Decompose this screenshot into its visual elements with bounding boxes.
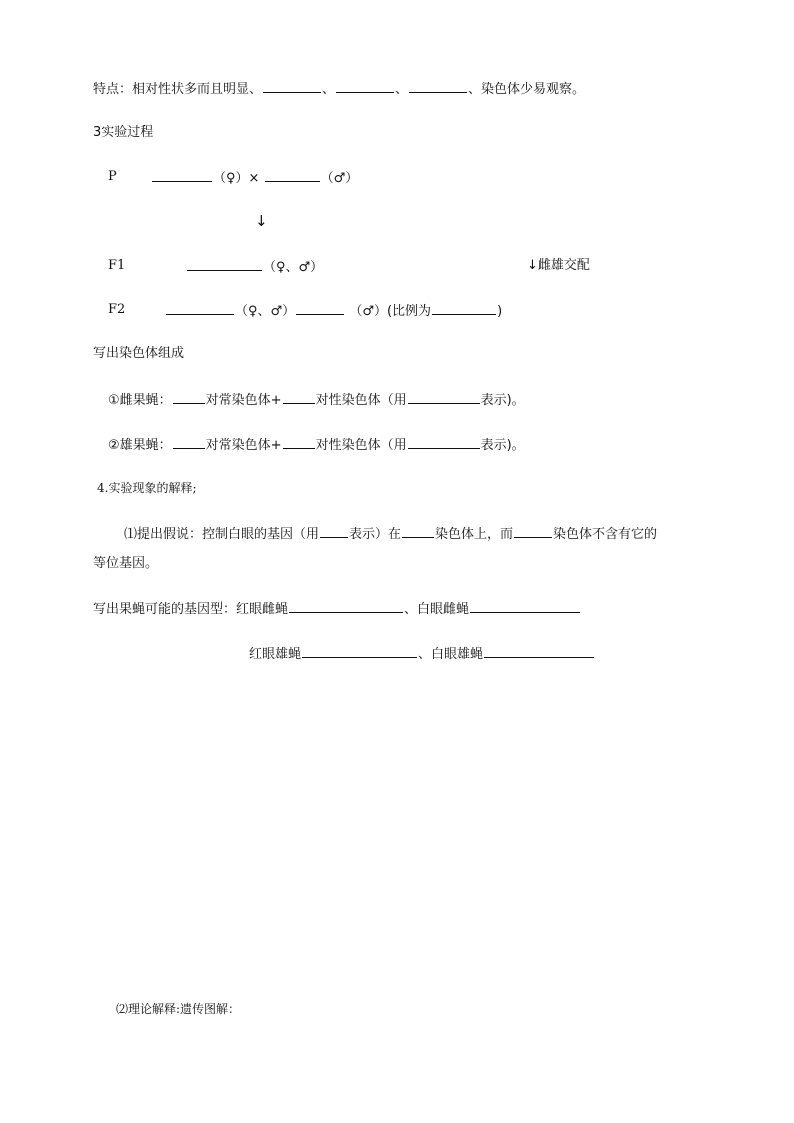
section-4-title: 4.实验现象的解释;	[97, 481, 197, 495]
mating-label: ↓雌雄交配	[527, 258, 590, 273]
sex-chromosome-label: 对性染色体（用	[315, 438, 407, 453]
section-3-title: 3实验过程	[93, 125, 154, 140]
f2-label: F2	[108, 302, 126, 317]
f1-generation	[186, 257, 323, 277]
f2-male-label: （♂）(比例为	[349, 304, 432, 319]
genotype-prefix: 写出果蝇可能的基因型：红眼雌蝇	[93, 602, 289, 617]
p-generation	[151, 168, 358, 188]
red-female-blank[interactable]	[289, 599, 403, 613]
f2-end: )	[497, 304, 503, 319]
feature-blank-3[interactable]	[409, 79, 467, 93]
features-line	[93, 79, 585, 99]
female-chromosome-line	[108, 390, 525, 410]
hypothesis-mid-1: 表示）在	[349, 527, 402, 542]
f2-sex-label: （♀、♂）	[235, 304, 296, 319]
red-male-blank[interactable]	[302, 644, 417, 658]
male-autosome-blank[interactable]	[173, 435, 205, 449]
f2-generation	[165, 301, 502, 321]
separator: 、	[395, 82, 409, 97]
features-suffix: 、染色体少易观察。	[468, 82, 586, 97]
features-prefix: 特点：相对性状多而且明显、	[93, 82, 263, 97]
female-sex-blank[interactable]	[283, 390, 315, 404]
male-symbol-blank[interactable]	[408, 435, 480, 449]
theory-label: ⑵理论解释:遗传图解：	[116, 1002, 241, 1016]
autosome-label: 对常染色体+	[205, 438, 282, 453]
female-autosome-blank[interactable]	[173, 390, 205, 404]
white-female-blank[interactable]	[470, 599, 580, 613]
feature-blank-2[interactable]	[336, 79, 394, 93]
hypothesis-mid-2: 染色体上，而	[435, 527, 514, 542]
feature-blank-1[interactable]	[263, 79, 321, 93]
p-male-blank[interactable]	[265, 168, 320, 182]
p-female-label: （♀）×	[213, 171, 260, 186]
express-label: 表示)。	[480, 438, 525, 453]
hypothesis-line	[124, 524, 657, 544]
white-male-blank[interactable]	[484, 644, 594, 658]
hypothesis-line-2: 等位基因。	[93, 556, 159, 571]
male-chromosome-line	[108, 435, 525, 455]
male-sex-blank[interactable]	[283, 435, 315, 449]
f2-female-blank[interactable]	[166, 301, 234, 315]
f2-male-blank[interactable]	[296, 301, 344, 315]
white-male-label: 、白眼雄蝇	[418, 647, 484, 662]
female-symbol-blank[interactable]	[408, 390, 480, 404]
p-female-blank[interactable]	[152, 168, 212, 182]
p-male-label: （♂）	[320, 171, 359, 186]
f1-label: F1	[108, 258, 126, 273]
separator: 、	[322, 82, 336, 97]
p-label: P	[108, 169, 117, 184]
chromosome-title: 写出染色体组成	[93, 346, 185, 361]
chromosome-blank-1[interactable]	[402, 524, 434, 538]
f1-sex-label: （♀、♂）	[263, 260, 324, 275]
chromosome-blank-2[interactable]	[514, 524, 552, 538]
genotype-line-2	[249, 644, 595, 664]
female-prefix: ①雌果蝇：	[108, 393, 172, 408]
gene-symbol-blank[interactable]	[320, 524, 348, 538]
hypothesis-end: 染色体不含有它的	[553, 527, 658, 542]
genotype-line-1	[93, 599, 581, 619]
sex-chromosome-label: 对性染色体（用	[315, 393, 407, 408]
red-male-label: 红眼雄蝇	[249, 647, 302, 662]
f1-blank[interactable]	[187, 257, 262, 271]
white-female-label: 、白眼雌蝇	[404, 602, 470, 617]
autosome-label: 对常染色体+	[205, 393, 282, 408]
express-label: 表示)。	[480, 393, 525, 408]
hypothesis-prefix: ⑴提出假说：控制白眼的基因（用	[124, 527, 320, 542]
male-prefix: ②雄果蝇：	[108, 438, 172, 453]
ratio-blank[interactable]	[432, 301, 496, 315]
down-arrow: ↓	[255, 212, 268, 230]
